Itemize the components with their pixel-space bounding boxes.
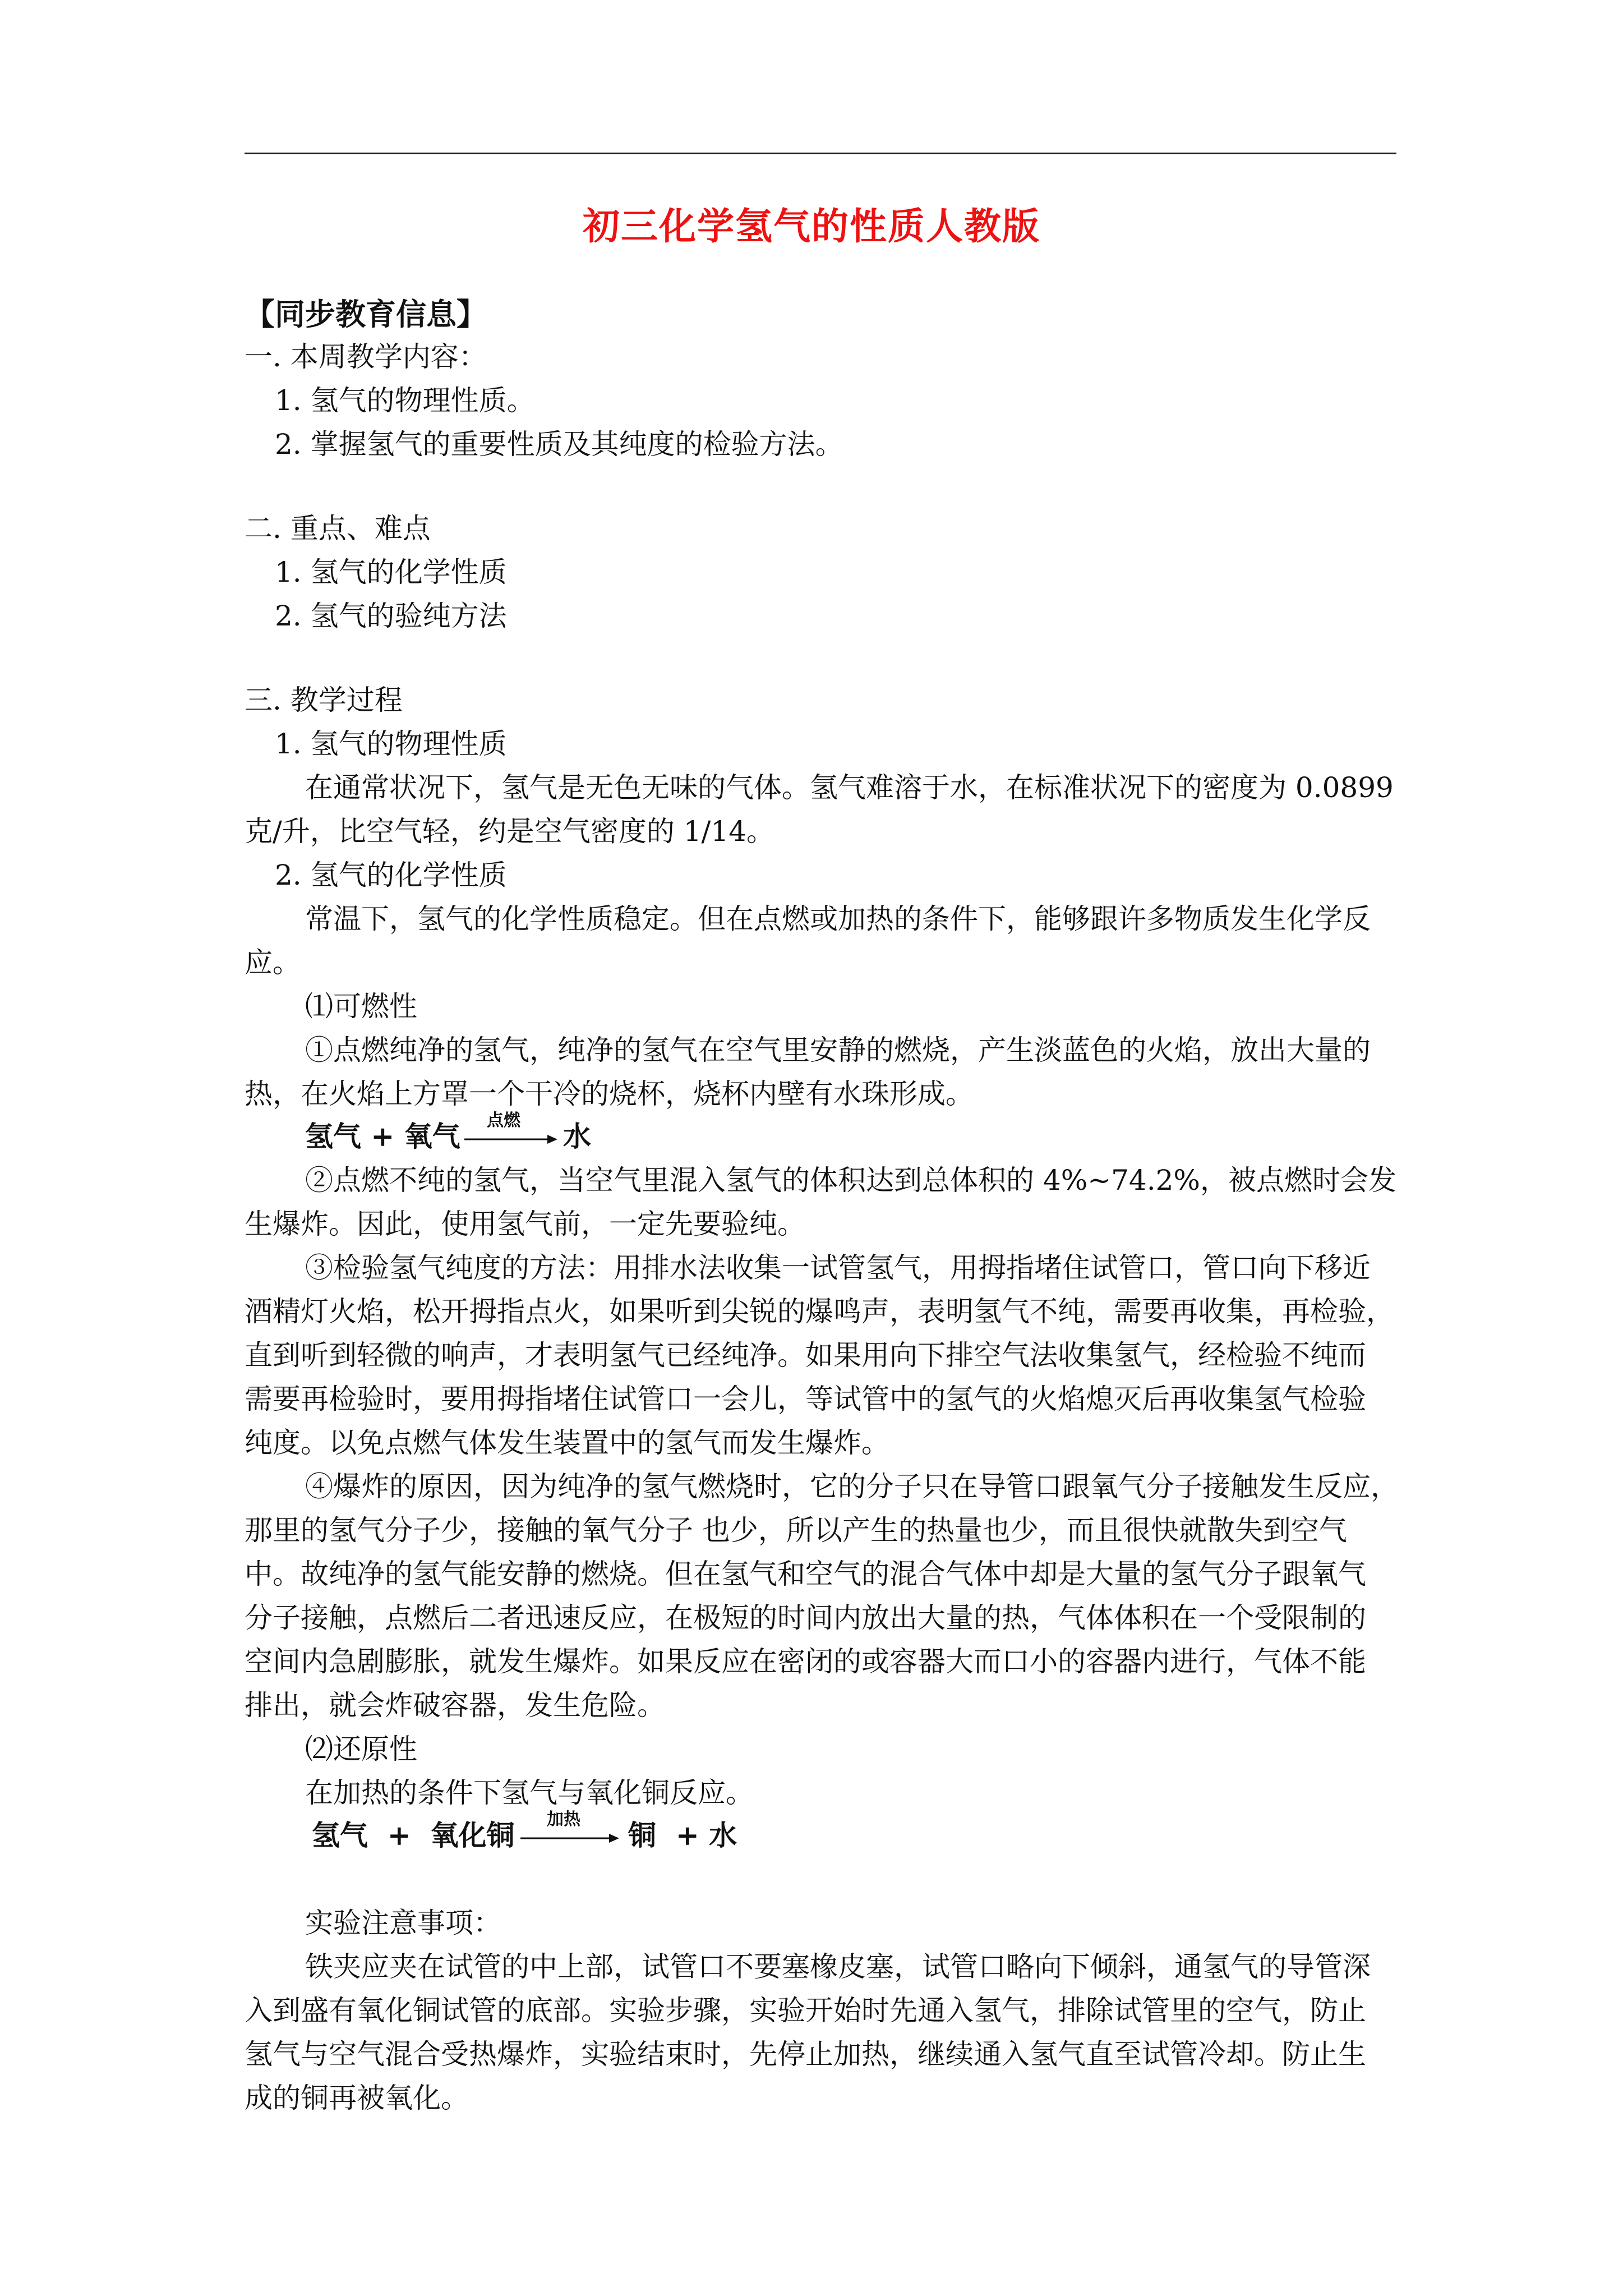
sec2-heading: 二. 重点、难点	[245, 512, 431, 545]
paragraph-line: 在加热的条件下氢气与氧化铜反应。	[305, 1777, 754, 1809]
paragraph-line: 克/升，比空气轻，约是空气密度的 1/14。	[245, 815, 775, 848]
paragraph-line: 分子接触，点燃后二者迅速反应，在极短的时间内放出大量的热，气体体积在一个受限制的	[245, 1602, 1366, 1634]
sec1-item: 2. 掌握氢气的重要性质及其纯度的检验方法。	[275, 428, 843, 461]
reaction-arrow-icon	[463, 1132, 559, 1147]
sec1-item: 1. 氢气的物理性质。	[275, 384, 535, 417]
section-header: 【同步教育信息】	[245, 296, 487, 332]
paragraph-line: ④爆炸的原因，因为纯净的氢气燃烧时，它的分子只在导管口跟氧气分子接触发生反应，	[305, 1470, 1399, 1503]
header-rule	[245, 153, 1396, 154]
paragraph-line: ①点燃纯净的氢气，纯净的氢气在空气里安静的燃烧，产生淡蓝色的火焰，放出大量的	[305, 1034, 1371, 1066]
sec2-item: 1. 氢气的化学性质	[275, 556, 507, 588]
combustibility-heading: ⑴可燃性	[305, 990, 417, 1023]
reaction-arrow-icon	[519, 1831, 620, 1846]
sec2-item: 2. 氢气的验纯方法	[275, 600, 507, 632]
paragraph-line: 入到盛有氧化铜试管的底部。实验步骤，实验开始时先通入氢气，排除试管里的空气，防止	[245, 1994, 1366, 2027]
paragraph-line: 热，在火焰上方罩一个干冷的烧杯，烧杯内壁有水珠形成。	[245, 1078, 974, 1110]
paragraph-line: 应。	[245, 946, 301, 979]
equation-1-product: 水	[563, 1120, 591, 1153]
paragraph-line: 需要再检验时，要用拇指堵住试管口一会儿，等试管中的氢气的火焰熄灭后再收集氢气检验	[245, 1383, 1366, 1415]
equation-1-reactants: 氢气 + 氧气	[305, 1120, 460, 1153]
sec3-sub1: 1. 氢气的物理性质	[275, 728, 507, 760]
sec3-sub2: 2. 氢气的化学性质	[275, 859, 507, 891]
paragraph-line: 中。故纯净的氢气能安静的燃烧。但在氢气和空气的混合气体中却是大量的氢气分子跟氧气	[245, 1558, 1366, 1590]
paragraph-line: 常温下，氢气的化学性质稳定。但在点燃或加热的条件下，能够跟许多物质发生化学反	[305, 903, 1371, 935]
sec3-heading: 三. 教学过程	[245, 684, 403, 716]
paragraph-line: 生爆炸。因此，使用氢气前，一定先要验纯。	[245, 1208, 805, 1240]
notes-heading: 实验注意事项：	[305, 1907, 501, 1939]
paragraph-line: 纯度。以免点燃气体发生装置中的氢气而发生爆炸。	[245, 1427, 889, 1459]
equation-2-product: 铜 + 水	[628, 1819, 737, 1852]
equation-2-condition: 加热	[547, 1810, 580, 1829]
paragraph-line: ②点燃不纯的氢气，当空气里混入氢气的体积达到总体积的 4%~74.2%，被点燃时会发	[305, 1164, 1396, 1197]
equation-2-reactants: 氢气 + 氧化铜	[312, 1819, 515, 1852]
paragraph-line: ③检验氢气纯度的方法：用排水法收集一试管氢气，用拇指堵住试管口，管口向下移近	[305, 1251, 1371, 1284]
paragraph-line: 氢气与空气混合受热爆炸，实验结束时，先停止加热，继续通入氢气直至试管冷却。防止生	[245, 2038, 1366, 2070]
reducibility-heading: ⑵还原性	[305, 1733, 417, 1765]
equation-1-condition: 点燃	[487, 1111, 520, 1130]
paragraph-line: 那里的氢气分子少，接触的氧气分子 也少，所以产生的热量也少，而且很快就散失到空气	[245, 1514, 1347, 1547]
paragraph-line: 酒精灯火焰，松开拇指点火，如果听到尖锐的爆鸣声，表明氢气不纯，需要再收集，再检验，	[245, 1295, 1394, 1328]
paragraph-line: 在通常状况下，氢气是无色无味的气体。氢气难溶于水，在标准状况下的密度为 0.0899	[305, 771, 1394, 804]
page-title: 初三化学氢气的性质人教版	[583, 204, 1040, 248]
paragraph-line: 成的铜再被氧化。	[245, 2082, 469, 2114]
paragraph-line: 直到听到轻微的响声，才表明氢气已经纯净。如果用向下排空气法收集氢气，经检验不纯而	[245, 1339, 1366, 1372]
paragraph-line: 铁夹应夹在试管的中上部，试管口不要塞橡皮塞，试管口略向下倾斜，通氢气的导管深	[305, 1950, 1371, 1983]
sec1-heading: 一. 本周教学内容：	[245, 341, 487, 373]
paragraph-line: 排出，就会炸破容器，发生危险。	[245, 1689, 665, 1722]
paragraph-line: 空间内急剧膨胀，就发生爆炸。如果反应在密闭的或容器大而口小的容器内进行，气体不能	[245, 1645, 1366, 1678]
